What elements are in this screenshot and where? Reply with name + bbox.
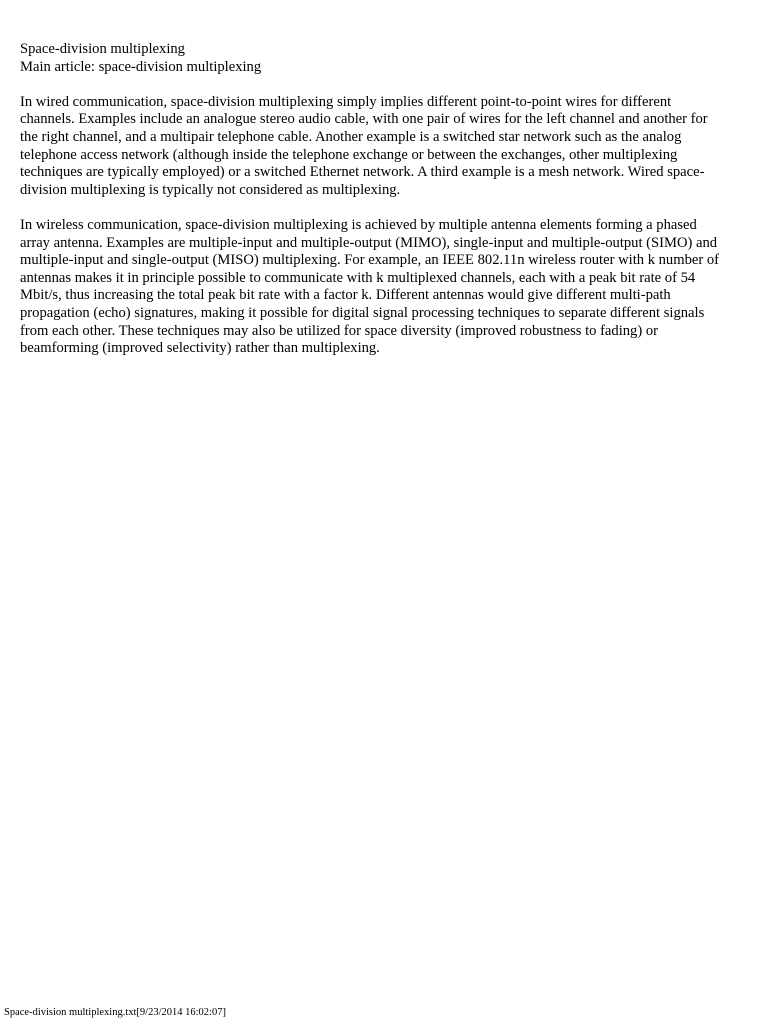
paragraph-line: In wireless communication, space-division multiplexing is achieved by multiple antenna elements forming a phased [20, 216, 697, 233]
print-footer: Space-division multiplexing.txt[9/23/2014 16:02:07] [4, 1007, 226, 1018]
paragraph-line: from each other. These techniques may also be utilized for space diversity (improved robustness to fading) or [20, 322, 659, 339]
document-body [20, 41, 748, 358]
paragraph-line: channels. Examples include an analogue stereo audio cable, with one pair of wires for the left channel and another for [20, 111, 708, 128]
paragraph-line: the right channel, and a multipair telephone cable. Another example is a switched star network such as the analog [20, 128, 682, 145]
main-article-link-text: Main article: space-division multiplexing [20, 58, 262, 75]
paragraph-line: antennas makes it in principle possible to communicate with k multiplexed channels, each with a peak bit rate of 54 [20, 269, 696, 286]
paragraph-line: techniques are typically employed) or a switched Ethernet network. A third example is a mesh network. Wired space- [20, 164, 705, 181]
paragraph-line: array antenna. Examples are multiple-input and multiple-output (MIMO), single-input and multiple-output (SIMO) and [20, 234, 718, 251]
paragraph-line: division multiplexing is typically not considered as multiplexing. [20, 181, 401, 198]
paragraph-line: telephone access network (although inside the telephone exchange or between the exchanges, other multiplexing [20, 146, 678, 163]
paragraph-line: multiple-input and single-output (MISO) multiplexing. For example, an IEEE 802.11n wireless router with k number of [20, 252, 720, 269]
paragraph-wired [20, 94, 748, 200]
page-title: Space-division multiplexing [20, 41, 185, 57]
paragraph-line: In wired communication, space-division multiplexing simply implies different point-to-point wires for different [20, 93, 672, 110]
paragraph-wireless [20, 217, 748, 358]
paragraph-line: propagation (echo) signatures, making it possible for digital signal processing techniques to separate different signals [20, 304, 705, 321]
paragraph-line: beamforming (improved selectivity) rather than multiplexing. [20, 340, 380, 357]
paragraph-line: Mbit/s, thus increasing the total peak bit rate with a factor k. Different antennas would give different multi-path [20, 287, 671, 304]
